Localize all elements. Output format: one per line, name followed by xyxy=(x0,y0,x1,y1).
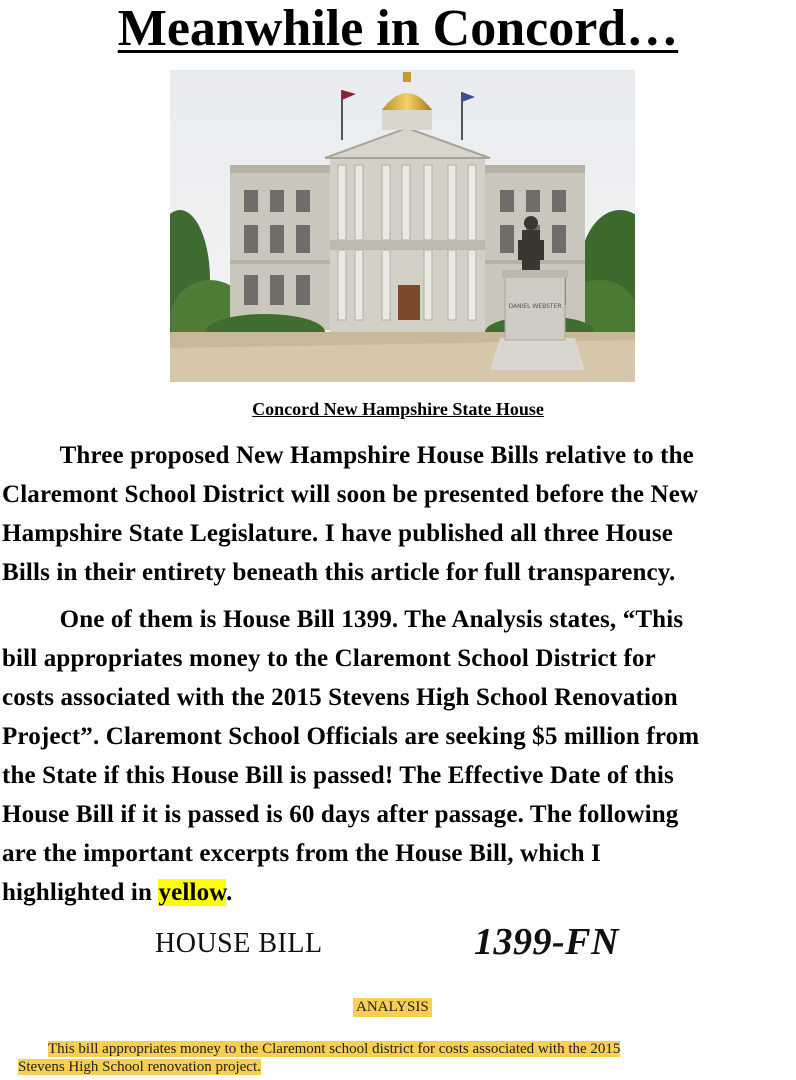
yellow-highlight-word: yellow xyxy=(158,879,227,906)
para2-line: are the important excerpts from the House Bill, which I xyxy=(2,840,601,867)
article-title: Meanwhile in Concord… xyxy=(117,0,679,57)
summary-line-1: This bill appropriates money to the Claremont school district for costs associated with the 2015 xyxy=(48,1041,621,1057)
bill-analysis-summary xyxy=(18,1040,778,1076)
para2-line: House Bill if it is passed is 60 days after passage. The following xyxy=(2,801,679,828)
para1-line: Three proposed New Hampshire House Bills relative to the xyxy=(59,442,694,469)
para2-last-line-suffix: . xyxy=(226,879,233,906)
para2-line: One of them is House Bill 1399. The Analysis states, “This xyxy=(59,606,684,633)
para2-line: the State if this House Bill is passed! The Effective Date of this xyxy=(2,762,674,789)
bill-header xyxy=(0,922,796,972)
analysis-heading: ANALYSIS xyxy=(353,998,432,1017)
summary-line-2: Stevens High School renovation project. xyxy=(18,1059,261,1075)
para1-line: Bills in their entirety beneath this article for full transparency. xyxy=(2,559,676,586)
para2-line: Project”. Claremont School Officials are seeking $5 million from xyxy=(2,723,700,750)
para1-line: Claremont School District will soon be presented before the New xyxy=(2,481,699,508)
article-paragraph-intro xyxy=(2,436,794,592)
photo-caption: Concord New Hampshire State House xyxy=(252,399,544,419)
article-paragraph-hb1399 xyxy=(2,600,794,912)
para2-line: bill appropriates money to the Claremont School District for xyxy=(2,645,656,672)
bill-number: 1399-FN xyxy=(474,921,619,963)
state-house-photo xyxy=(170,70,635,382)
para2-line: costs associated with the 2015 Stevens High School Renovation xyxy=(2,684,678,711)
para2-last-line-prefix: highlighted in xyxy=(2,879,159,906)
statue-inscription: DANIEL WEBSTER xyxy=(508,303,562,310)
para1-line: Hampshire State Legislature. I have published all three House xyxy=(2,520,674,547)
house-bill-label: HOUSE BILL xyxy=(155,928,323,959)
